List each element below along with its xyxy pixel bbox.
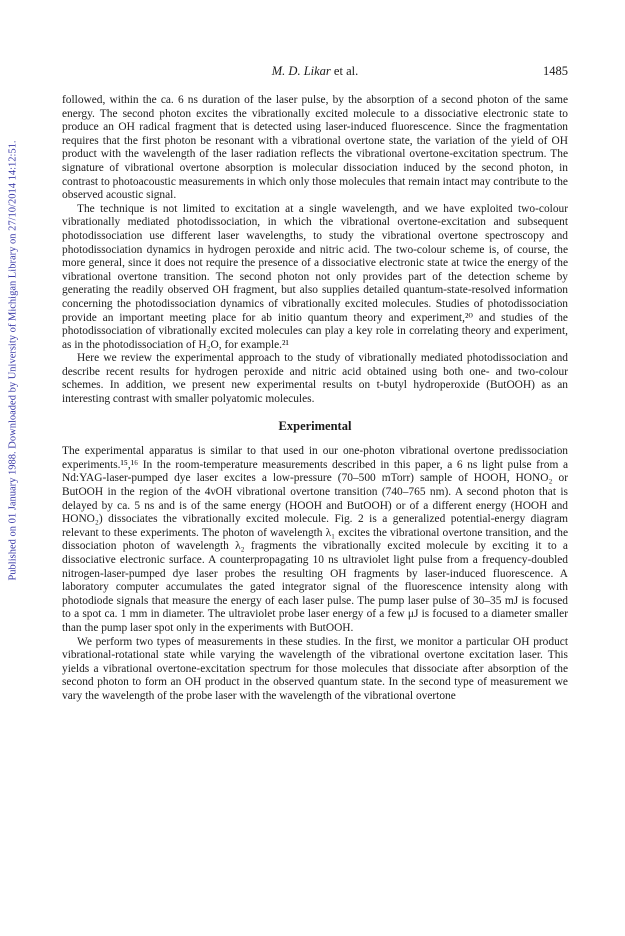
paragraph: followed, within the ca. 6 ns duration of the laser pulse, by the absorption of a second photon of the same energy. The second photon excites the vibrationally excited molecule to a dissociative electronic state to produce an OH radical fragment that is detected using laser-induced fluorescence. Since the fragmentation requires that the first photon be resonant with a vibrational overtone state, the variation of the yield of OH product with the wavelength of the laser radiation reflects the vibrational overtone-excitation spectrum. The signature of vibrational overtone absorption is molecular dissociation induced by the second photon, in contrast to photoacoustic measurements in which only those molecules that remain intact may contribute to the observed acoustic signal. [62, 94, 568, 202]
paragraph: We perform two types of measurements in these studies. In the first, we monitor a particular OH product vibrational-rotational state while varying the wavelength of the vibrational overtone excitation laser. This yields a vibrational overtone-excitation spectrum for those molecules that dissociate after absorption of the second photon to form an OH product in the observed quantum state. In the second type of measurement we vary the wavelength of the probe laser with the wavelength of the vibrational overtone [62, 635, 568, 702]
download-notice-text: Published on 01 January 1988. Downloaded by University of Michigan Library on 27/10/2014 14:12:51. [7, 139, 19, 581]
paragraph: The technique is not limited to excitation at a single wavelength, and we have exploited two-colour vibrationally mediated photodissociation, in which the vibrational overtone-excitation and subsequent photodissociation use different laser wavelengths, to study the vibrational overtone spectroscopy and photodissociation dynamics in hydrogen peroxide and nitric acid. The two-colour scheme is, of course, the more general, since it does not require the presence of a dissociative electronic state at twice the energy of the vibrational overtone transition. The second photon not only provides part of the detection scheme by generating the readily observed OH fragment, but also supplies detailed quantum-state-resolved information concerning the photodissociation dynamics of vibrationally excited molecules. Studies of photodissociation provide an important meeting place for ab initio quantum theory and experiment,²⁰ and studies of the photodissociation of vibrationally excited molecules can play a key role in correlating theory and experiment, as in the photodissociation of H₂O, for example.²¹ [62, 202, 568, 351]
download-notice [0, 130, 26, 590]
running-head-et-al: et al. [333, 64, 359, 78]
running-head-authors: M. D. Likar [271, 64, 331, 78]
paragraph: Here we review the experimental approach to the study of vibrationally mediated photodissociation and describe recent results for hydrogen peroxide and nitric acid obtained using both one- and two-colour schemes. In addition, we present new experimental results on t-butyl hydroperoxide (ButOOH) as an interesting contrast with smaller polyatomic molecules. [62, 352, 568, 406]
paragraph: The experimental apparatus is similar to that used in our one-photon vibrational overtone predissociation experiments.¹⁵,¹⁶ In the room-temperature measurements described in this paper, a 6 ns light pulse from a Nd:YAG-laser-pumped dye laser excites a low-pressure (70–500 mTorr) sample of HOOH, HONO₂ or ButOOH in the region of the 4νOH vibrational overtone transition (740–765 nm). A second photon that is delayed by ca. 5 ns and is of the same energy (HOOH and ButOOH) or of a different energy (HOOH and HONO₂) dissociates the vibrationally excited molecule. Fig. 2 is a generalized potential-energy diagram relevant to these experiments. The photon of wavelength λ₁ excites the vibrational overtone transition, and the dissociation photon of wavelength λ₂ fragments the vibrationally excited molecule by exciting it to a dissociative electronic surface. A counterpropagating 10 ns ultraviolet light pulse from a frequency-doubled nitrogen-laser-pumped dye laser probes the resulting OH fragments by laser-induced fluorescence. A laboratory computer accumulates the gated integrator signal of the fluorescence intensity along with photodiode signals that measure the energy of each laser pulse. The pump laser pulse of 30–35 mJ is focused to a spot ca. 1 mm in diameter. The ultraviolet probe laser energy of a few μJ is focused to a diameter smaller than the pump laser spot only in the experiments with ButOOH. [62, 445, 568, 634]
page-number: 1485 [543, 64, 568, 78]
article-body [62, 94, 568, 704]
running-head [62, 64, 568, 79]
page-header [62, 64, 568, 80]
section-heading: Experimental [278, 418, 352, 433]
